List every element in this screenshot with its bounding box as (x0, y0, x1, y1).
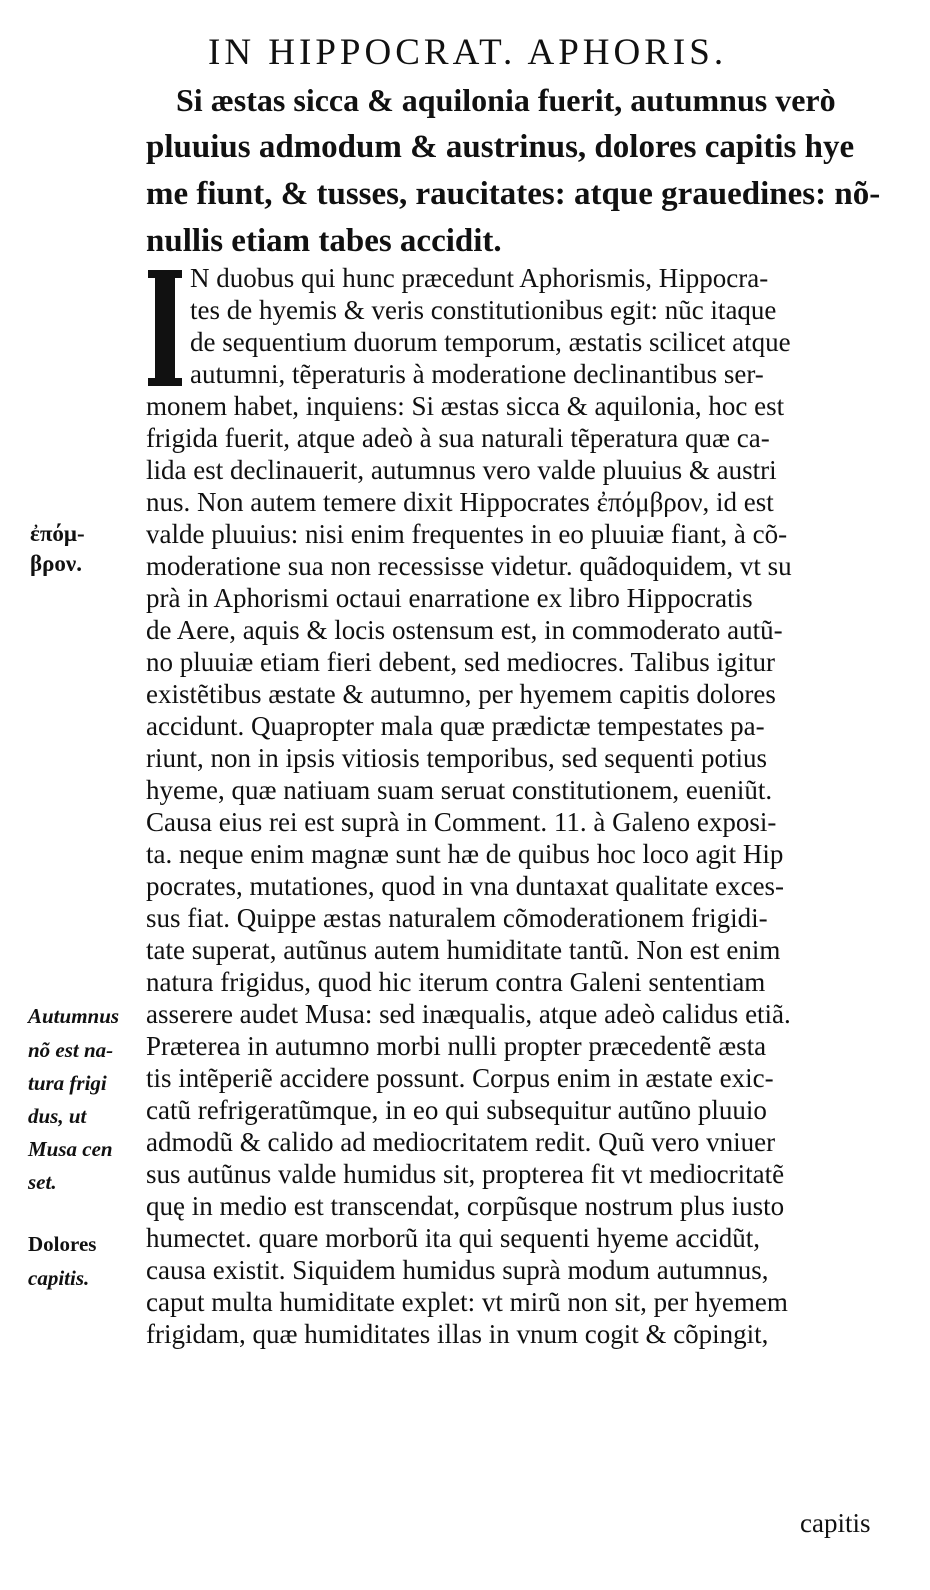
commentary-line: autumni, tẽperaturis à moderatione declinantibus ser- (190, 359, 764, 389)
commentary-line: N duobus qui hunc præcedunt Aphorismis, Hippocra- (190, 263, 769, 293)
commentary-line: existẽtibus æstate & autumno, per hyemem capitis dolores (146, 679, 776, 709)
aphorism-line: nullis etiam tabes accidit. (146, 223, 502, 259)
commentary-line: lida est declinauerit, autumnus vero valde pluuius & austri (146, 455, 777, 485)
margin-note-greek: βρον. (30, 551, 82, 576)
commentary-line: sus autũnus valde humidus sit, propterea fit vt mediocritatẽ (146, 1159, 785, 1189)
commentary-line: ta. neque enim magnæ sunt hæ de quibus hoc loco agit Hip (146, 839, 784, 869)
margin-note-dolores: capitis. (28, 1266, 90, 1290)
commentary-line: hyeme, quæ natiuam suam seruat constitutionem, eueniũt. (146, 775, 773, 805)
commentary-line: causa existit. Siquidem humidus suprà modum autumnus, (146, 1255, 769, 1285)
aphorism-line: Si æstas sicca & aquilonia fuerit, autumnus verò (176, 82, 836, 118)
commentary-line: catũ refrigeratũmque, in eo qui subsequitur autũno pluuio (146, 1095, 767, 1125)
drop-cap-initial-I (146, 268, 184, 388)
commentary-line: asserere audet Musa: sed inæqualis, atque adeò calidus etiã. (146, 999, 791, 1029)
commentary-line: caput multa humiditate explet: vt mirũ non sit, per hyemem (146, 1287, 788, 1317)
commentary-line: pocrates, mutationes, quod in vna duntaxat qualitate exces- (146, 871, 785, 901)
commentary-line: tes de hyemis & veris constitutionibus egit: nũc itaque (190, 295, 777, 325)
commentary-line: monem habet, inquiens: Si æstas sicca & aquilonia, hoc est (146, 391, 785, 421)
commentary-line: riunt, non in ipsis vitiosis temporibus, sed sequenti potius (146, 743, 767, 773)
commentary-line: tis intẽperiẽ accidere possunt. Corpus enim in æstate exic- (146, 1063, 774, 1093)
margin-note-autumnus: Musa cen (28, 1137, 113, 1161)
catchword: capitis (800, 1508, 871, 1538)
margin-notes (0, 0, 140, 1590)
aphorism-line: pluuius admodum & austrinus, dolores capitis hye (146, 129, 855, 165)
aphorism-line: me fiunt, & tusses, raucitates: atque grauedines: nõ- (146, 176, 881, 212)
margin-note-autumnus: Autumnus (28, 1004, 120, 1028)
margin-note-dolores: Dolores (28, 1232, 97, 1256)
margin-note-autumnus: tura frigi (28, 1071, 107, 1095)
commentary-line: quę in medio est transcendat, corpũsque nostrum plus iusto (146, 1191, 785, 1221)
commentary-line: no pluuiæ etiam fieri debent, sed mediocres. Talibus igitur (146, 647, 775, 677)
commentary-line: nus. Non autem temere dixit Hippocrates ἐπόμβρον, id est (146, 487, 774, 517)
margin-note-greek: ἐπόμ- (30, 521, 85, 546)
commentary-line: frigidam, quæ humiditates illas in vnum cogit & cõpingit, (146, 1319, 769, 1349)
commentary-line: humectet. quare morborũ ita qui sequenti hyeme accidũt, (146, 1223, 761, 1253)
commentary-line: Causa eius rei est suprà in Comment. 11. à Galeno exposi- (146, 807, 777, 837)
commentary-line: de Aere, aquis & locis ostensum est, in commoderato autũ- (146, 615, 783, 645)
commentary-line: prà in Aphorismi octaui enarratione ex libro Hippocratis (146, 583, 753, 613)
commentary-line: de sequentium duorum temporum, æstatis scilicet atque (190, 327, 791, 357)
commentary-line: natura frigidus, quod hic iterum contra Galeni sententiam (146, 967, 766, 997)
margin-note-autumnus: nõ est na- (28, 1038, 114, 1062)
margin-note-autumnus: set. (28, 1170, 57, 1194)
commentary-line: sus fiat. Quippe æstas naturalem cõmoderationem frigidi- (146, 903, 768, 933)
commentary-line: tate superat, autũnus autem humiditate tantũ. Non est enim (146, 935, 781, 965)
commentary-line: valde pluuius: nisi enim frequentes in eo pluuiæ fiant, à cõ- (146, 519, 788, 549)
commentary-line: Præterea in autumno morbi nulli propter præcedentẽ æsta (146, 1031, 767, 1061)
margin-note-autumnus: dus, ut (28, 1104, 87, 1128)
running-head: IN HIPPOCRAT. APHORIS. (208, 32, 728, 73)
commentary-line: moderatione sua non recessisse videtur. quãdoquidem, vt su (146, 551, 792, 581)
commentary-line: accidunt. Quapropter mala quæ prædictæ tempestates pa- (146, 711, 765, 741)
commentary-line: frigida fuerit, atque adeò à sua naturali tẽperatura quæ ca- (146, 423, 770, 453)
commentary-line: admodũ & calido ad mediocritatem redit. Quũ vero vniuer (146, 1127, 776, 1157)
